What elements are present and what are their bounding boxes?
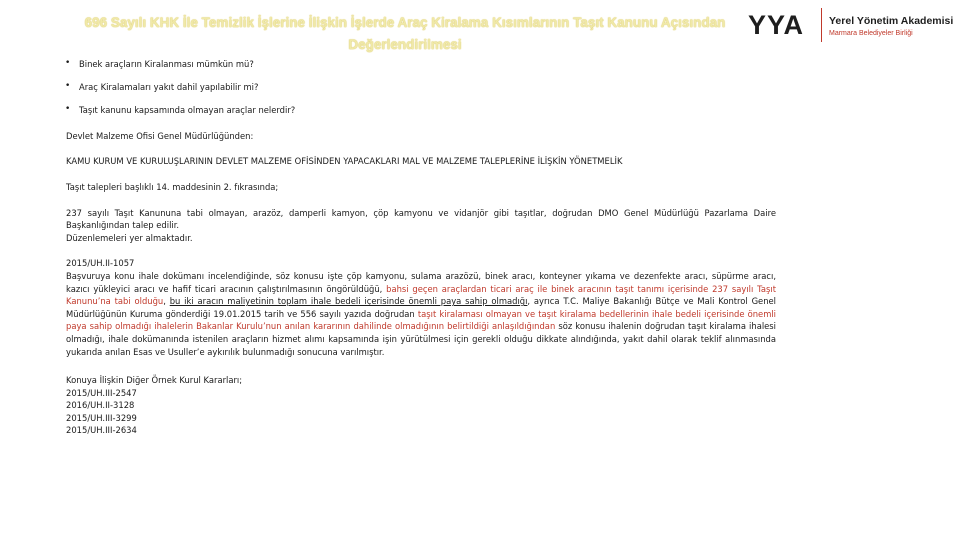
article-text-line: Başkanlığından talep edilir. — [66, 220, 180, 231]
decision-text-underlined: bu iki aracın maliyetinin toplam ihale bedeli içerisinde önemli paya sahip olmadığı — [169, 296, 528, 307]
article-text — [66, 207, 776, 245]
decision-block — [66, 257, 776, 358]
slide-title — [60, 12, 750, 56]
slide-title-line-2: Değerlendirilmesi — [348, 37, 462, 52]
decision-text — [66, 270, 776, 358]
logo-subtitle: Marmara Belediyeler Birliği — [829, 30, 913, 37]
logo-mark: YYA — [748, 10, 805, 40]
decision-ref: 2016/UH.II-3128 — [66, 400, 135, 411]
question-item: • Araç Kiralamaları yakıt dahil yapılabilir mi? — [66, 81, 776, 94]
article-text-line: 237 sayılı Taşıt Kanununa tabi olmayan, arazöz, damperli kamyon, çöp kamyonu ve vidanjör gibi taşıtlar, doğrudan DMO Genel Müdürlüğü Pazarlama Daire — [66, 207, 776, 218]
logo-divider — [821, 8, 822, 42]
decision-ref: 2015/UH.III-3299 — [66, 412, 137, 423]
decision-text-part: , — [163, 296, 170, 307]
decision-number: 2015/UH.II-1057 — [66, 258, 135, 269]
decision-ref: 2015/UH.III-2634 — [66, 425, 137, 436]
org-heading: Devlet Malzeme Ofisi Genel Müdürlüğünden: — [66, 130, 254, 141]
decision-text-part: söz konusu ihalenin doğrudan taşıt kiralama ihalesi olmadığı, ihale dokümanında istenilen araçların hizmet alımı kapsamında işin yürütülmesi için gerekli olduğu dikkate alındığında, yakıt dahil olarak teklif alınmasında yukarıda anılan Esas ve Usuller’e aykırılık bulunmadığı sonucuna varılmıştır. — [66, 321, 776, 357]
question-list — [66, 58, 776, 117]
article-text-line: Düzenlemeleri yer almaktadır. — [66, 232, 193, 243]
decision-text-part: Başvuruya konu ihale dokümanı incelendiğinde, söz konusu işte çöp kamyonu, sulama arazözü, binek aracı, konteyner yıkama ve dezenfekte aracı, süpürme aracı, kazıcı yükleyici aracı ve hafif ticari aracının çalıştırılmasının öngörüldüğü, — [66, 270, 776, 294]
logo-name: Yerel Yönetim Akademisi — [829, 15, 954, 27]
decision-text-highlight: taşıt kiralaması olmayan ve taşıt kiralama bedellerinin ihale bedeli içerisinde önemli paya sahip olmadığı ihalelerin Bakanlar Kurulu’nun anılan kararının dahilinde olmadığının belirtildiği anlaşıldığından — [66, 308, 777, 332]
slide-title-line-1: 696 Sayılı KHK İle Temizlik İşlerine İlişkin İşlerde Araç Kiralama Kısımlarının Taşıt Kanunu Açısından — [84, 15, 726, 30]
slide-body — [66, 58, 776, 437]
decision-ref: 2015/UH.III-2547 — [66, 387, 137, 398]
question-item: • Binek araçların Kiralanması mümkün mü? — [66, 58, 776, 71]
article-reference: Taşıt talepleri başlıklı 14. maddesinin 2. fıkrasında; — [66, 181, 279, 192]
other-decisions — [66, 374, 776, 437]
regulation-title: KAMU KURUM VE KURULUŞLARININ DEVLET MALZEME OFİSİNDEN YAPACAKLARI MAL VE MALZEME TALEPLERİNE İLİŞKİN YÖNETMELİK — [66, 156, 623, 167]
other-decisions-heading: Konuya İlişkin Diğer Örnek Kurul Kararları; — [66, 375, 243, 386]
decision-text-highlight: bahsi geçen araçlardan ticari araç ile binek aracının taşıt tanımı içerisinde 237 sayılı Taşıt Kanunu’na tabi olduğu — [66, 283, 776, 307]
decision-text-part: , ayrıca T.C. Maliye Bakanlığı Bütçe ve Mali Kontrol Genel Müdürlüğünün Kuruma gönderdiği 19.01.2015 tarih ve 556 sayılı yazıda doğrudan — [66, 296, 776, 319]
question-item: • Taşıt kanunu kapsamında olmayan araçlar nelerdir? — [66, 104, 776, 117]
